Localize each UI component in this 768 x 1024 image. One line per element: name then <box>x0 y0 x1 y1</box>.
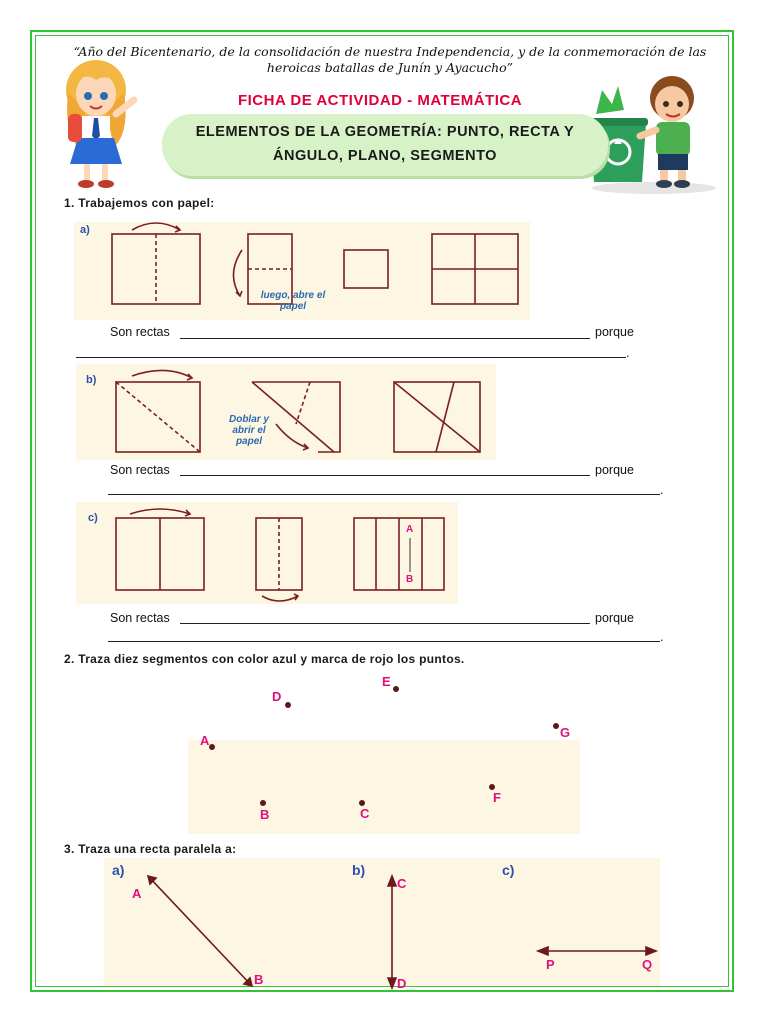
son-rectas-label-b: Son rectas <box>110 463 170 477</box>
point-e-label: E <box>382 674 391 689</box>
parallel-tag-b: b) <box>352 862 366 878</box>
panel-a-note: luego, abre el papel <box>260 290 326 312</box>
panel-b-note: Doblar y abrir el papel <box>228 414 269 447</box>
point-c-label: C <box>360 806 370 821</box>
panel-c-point-b: B <box>406 574 414 585</box>
point-f-label: F <box>493 790 501 805</box>
banner-line-2: ÁNGULO, PLANO, SEGMENTO <box>273 148 497 164</box>
panel-c-point-a: A <box>406 524 414 535</box>
parallel-tag-a: a) <box>112 862 125 878</box>
panel-c-tag: c) <box>88 512 98 524</box>
porque-label-c: porque <box>595 611 634 625</box>
panel-a-tag: a) <box>80 224 90 236</box>
question-1-title: 1. Trabajemos con papel: <box>64 196 215 210</box>
point-g-label: G <box>560 725 571 740</box>
porque-label-b: porque <box>595 463 634 477</box>
question-3-title: 3. Traza una recta paralela a: <box>64 842 237 856</box>
period-a: . <box>626 346 630 360</box>
header-quote: “Año del Bicentenario, de la consolidación de nuestra Independencia, y de la conmemoración de las heroicas batallas de Junín y Ayacucho” <box>73 44 707 75</box>
point-b-label: B <box>260 807 270 822</box>
point-d-label: D <box>272 689 282 704</box>
point-a-label: A <box>200 733 210 748</box>
line-b-end-label: D <box>397 976 407 991</box>
parallel-tag-c: c) <box>502 862 515 878</box>
line-a-end-label: B <box>254 972 264 987</box>
panel-b-tag: b) <box>86 374 97 386</box>
question-2-title: 2. Traza diez segmentos con color azul y marca de rojo los puntos. <box>64 652 465 666</box>
activity-sheet-title: FICHA DE ACTIVIDAD - MATEMÁTICA <box>237 92 523 109</box>
son-rectas-label-c: Son rectas <box>110 611 170 625</box>
line-a-start-label: A <box>132 886 142 901</box>
banner-line-1: ELEMENTOS DE LA GEOMETRÍA: PUNTO, RECTA Y <box>195 124 575 140</box>
line-b-start-label: C <box>397 876 407 891</box>
son-rectas-label-a: Son rectas <box>110 325 170 339</box>
period-b: . <box>660 483 664 497</box>
porque-label-a: porque <box>595 325 634 339</box>
line-c-end-label: Q <box>642 957 653 972</box>
line-c-start-label: P <box>546 957 555 972</box>
period-c: . <box>660 630 664 644</box>
